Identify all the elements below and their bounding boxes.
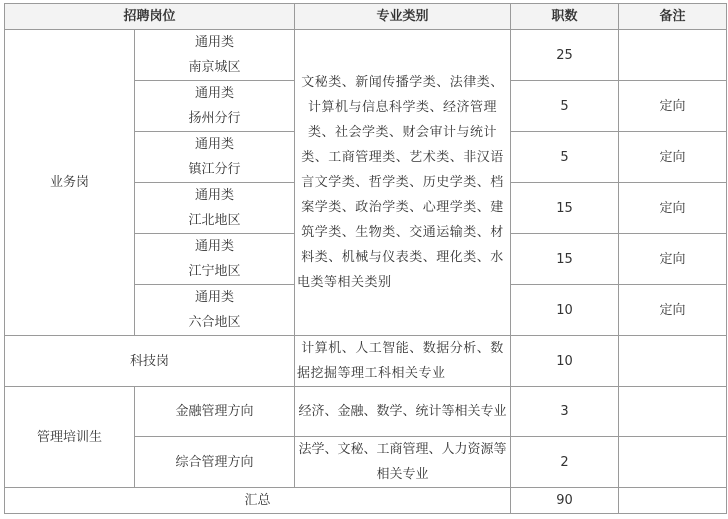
sub-type: 通用类 bbox=[195, 86, 235, 101]
business-subcategory bbox=[135, 30, 295, 81]
business-subcategory bbox=[135, 81, 295, 132]
count-cell: 5 bbox=[511, 132, 619, 183]
mgmt-direction: 金融管理方向 bbox=[135, 387, 295, 437]
header-major: 专业类别 bbox=[295, 4, 511, 30]
note-cell: 定向 bbox=[619, 81, 727, 132]
business-major: 文秘类、新闻传播学类、法律类、计算机与信息科学类、经济管理类、社会学类、财会审计与统计类、工商管理类、艺术类、非汉语言文学类、哲学类、历史学类、档案学类、政治学类、心理学类、建筑学类、生物类、交通运输类、材料类、机械与仪表类、理化类、水电类等相关类别 bbox=[295, 30, 511, 336]
header-note: 备注 bbox=[619, 4, 727, 30]
business-subcategory bbox=[135, 285, 295, 336]
mgmt-label: 管理培训生 bbox=[5, 387, 135, 488]
count-cell: 10 bbox=[511, 285, 619, 336]
table-row bbox=[5, 387, 727, 437]
sub-area: 扬州分行 bbox=[188, 111, 241, 126]
sub-type: 通用类 bbox=[195, 35, 235, 50]
note-cell bbox=[619, 336, 727, 387]
note-cell: 定向 bbox=[619, 285, 727, 336]
recruitment-table bbox=[4, 3, 727, 514]
total-label: 汇总 bbox=[5, 488, 511, 514]
note-cell bbox=[619, 387, 727, 437]
sub-area: 六合地区 bbox=[188, 315, 241, 330]
header-row bbox=[5, 4, 727, 30]
mgmt-major: 法学、文秘、工商管理、人力资源等相关专业 bbox=[295, 437, 511, 488]
count-cell: 25 bbox=[511, 30, 619, 81]
count-cell: 2 bbox=[511, 437, 619, 488]
count-cell: 10 bbox=[511, 336, 619, 387]
table-row bbox=[5, 336, 727, 387]
tech-label: 科技岗 bbox=[5, 336, 295, 387]
business-subcategory bbox=[135, 234, 295, 285]
header-position: 招聘岗位 bbox=[5, 4, 295, 30]
business-subcategory bbox=[135, 132, 295, 183]
tech-major: 计算机、人工智能、数据分析、数据挖掘等理工科相关专业 bbox=[295, 336, 511, 387]
business-label: 业务岗 bbox=[5, 30, 135, 336]
sub-type: 通用类 bbox=[195, 290, 235, 305]
note-cell: 定向 bbox=[619, 132, 727, 183]
sub-area: 镇江分行 bbox=[188, 162, 241, 177]
count-cell: 15 bbox=[511, 234, 619, 285]
total-note bbox=[619, 488, 727, 514]
sub-area: 南京城区 bbox=[188, 60, 241, 75]
table-row bbox=[5, 30, 727, 81]
count-cell: 3 bbox=[511, 387, 619, 437]
business-subcategory bbox=[135, 183, 295, 234]
note-cell bbox=[619, 30, 727, 81]
count-cell: 15 bbox=[511, 183, 619, 234]
note-cell bbox=[619, 437, 727, 488]
count-cell: 5 bbox=[511, 81, 619, 132]
sub-area: 江北地区 bbox=[188, 213, 241, 228]
sub-type: 通用类 bbox=[195, 137, 235, 152]
mgmt-major: 经济、金融、数学、统计等相关专业 bbox=[295, 387, 511, 437]
header-count: 职数 bbox=[511, 4, 619, 30]
note-cell: 定向 bbox=[619, 234, 727, 285]
total-row bbox=[5, 488, 727, 514]
sub-type: 通用类 bbox=[195, 188, 235, 203]
note-cell: 定向 bbox=[619, 183, 727, 234]
total-count: 90 bbox=[511, 488, 619, 514]
sub-area: 江宁地区 bbox=[188, 264, 241, 279]
mgmt-direction: 综合管理方向 bbox=[135, 437, 295, 488]
sub-type: 通用类 bbox=[195, 239, 235, 254]
